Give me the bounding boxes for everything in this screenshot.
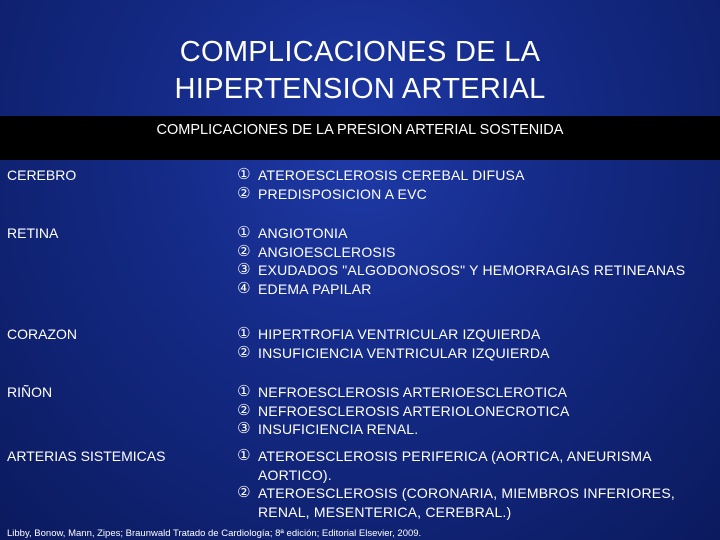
list-item (236, 420, 716, 439)
organ-label: CEREBRO (7, 167, 77, 183)
list-item (236, 447, 716, 484)
item-text: NEFROESCLEROSIS ARTERIOESCLEROTICA (258, 384, 568, 400)
organ-label: ARTERIAS SISTEMICAS (7, 448, 166, 464)
item-number: ② (237, 484, 251, 501)
item-number: ① (237, 224, 251, 241)
organ-label: CORAZON (7, 326, 77, 342)
item-text: ANGIOESCLEROSIS (258, 243, 396, 260)
item-number: ③ (237, 261, 251, 278)
list-item (236, 325, 716, 344)
item-text: ATEROESCLEROSIS CEREBAL DIFUSA (258, 167, 525, 183)
complication-list (236, 447, 716, 521)
list-item (236, 402, 716, 421)
list-item (236, 484, 716, 521)
item-text: EXUDADOS "ALGODONOSOS" Y HEMORRAGIAS RETINEANAS (258, 262, 686, 278)
item-text: ATEROESCLEROSIS PERIFERICA (AORTICA, ANEURISMA AORTICO). (258, 448, 651, 483)
slide-title-line-1: COMPLICACIONES DE LA (179, 36, 541, 68)
item-number: ② (237, 184, 251, 202)
list-item (236, 166, 716, 185)
item-text: INSUFICIENCIA VENTRICULAR IZQUIERDA (258, 344, 550, 361)
item-number: ② (237, 343, 251, 361)
item-text: ATEROESCLEROSIS (CORONARIA, MIEMBROS INFERIORES, RENAL, MESENTERICA, CEREBRAL.) (258, 485, 675, 520)
item-text: PREDISPOSICION A EVC (258, 185, 427, 202)
item-text: INSUFICIENCIA RENAL. (258, 421, 419, 437)
table-subtitle: COMPLICACIONES DE LA PRESION ARTERIAL SOSTENIDA (156, 122, 564, 138)
table-header-band (0, 116, 720, 160)
citation-footer: Libby, Bonow, Mann, Zipes; Braunwald Tratado de Cardiología; 8ª edición; Editorial Elsevier, 2009. (7, 528, 422, 539)
item-number: ① (237, 447, 251, 464)
organ-label: RIÑON (7, 384, 53, 400)
complication-list (236, 325, 716, 362)
list-item (236, 185, 716, 204)
item-number: ④ (237, 279, 251, 297)
item-text: ANGIOTONIA (258, 225, 348, 241)
item-text: HIPERTROFIA VENTRICULAR IZQUIERDA (258, 326, 541, 342)
slide-title (0, 34, 720, 108)
item-number: ② (237, 242, 251, 260)
complication-list (236, 166, 716, 203)
list-item (236, 383, 716, 402)
item-number: ① (237, 166, 251, 183)
complication-list (236, 383, 716, 439)
item-number: ② (237, 401, 251, 419)
list-item (236, 280, 716, 299)
list-item (236, 344, 716, 363)
list-item (236, 224, 716, 243)
item-number: ③ (237, 420, 251, 437)
list-item (236, 261, 716, 280)
item-number: ① (237, 325, 251, 342)
list-item (236, 243, 716, 262)
organ-label: RETINA (7, 225, 59, 241)
item-text: NEFROESCLEROSIS ARTERIOLONECROTICA (258, 402, 570, 419)
complication-list (236, 224, 716, 298)
item-number: ① (237, 383, 251, 400)
item-text: EDEMA PAPILAR (258, 280, 372, 297)
slide-title-line-2: HIPERTENSION ARTERIAL (174, 73, 546, 105)
